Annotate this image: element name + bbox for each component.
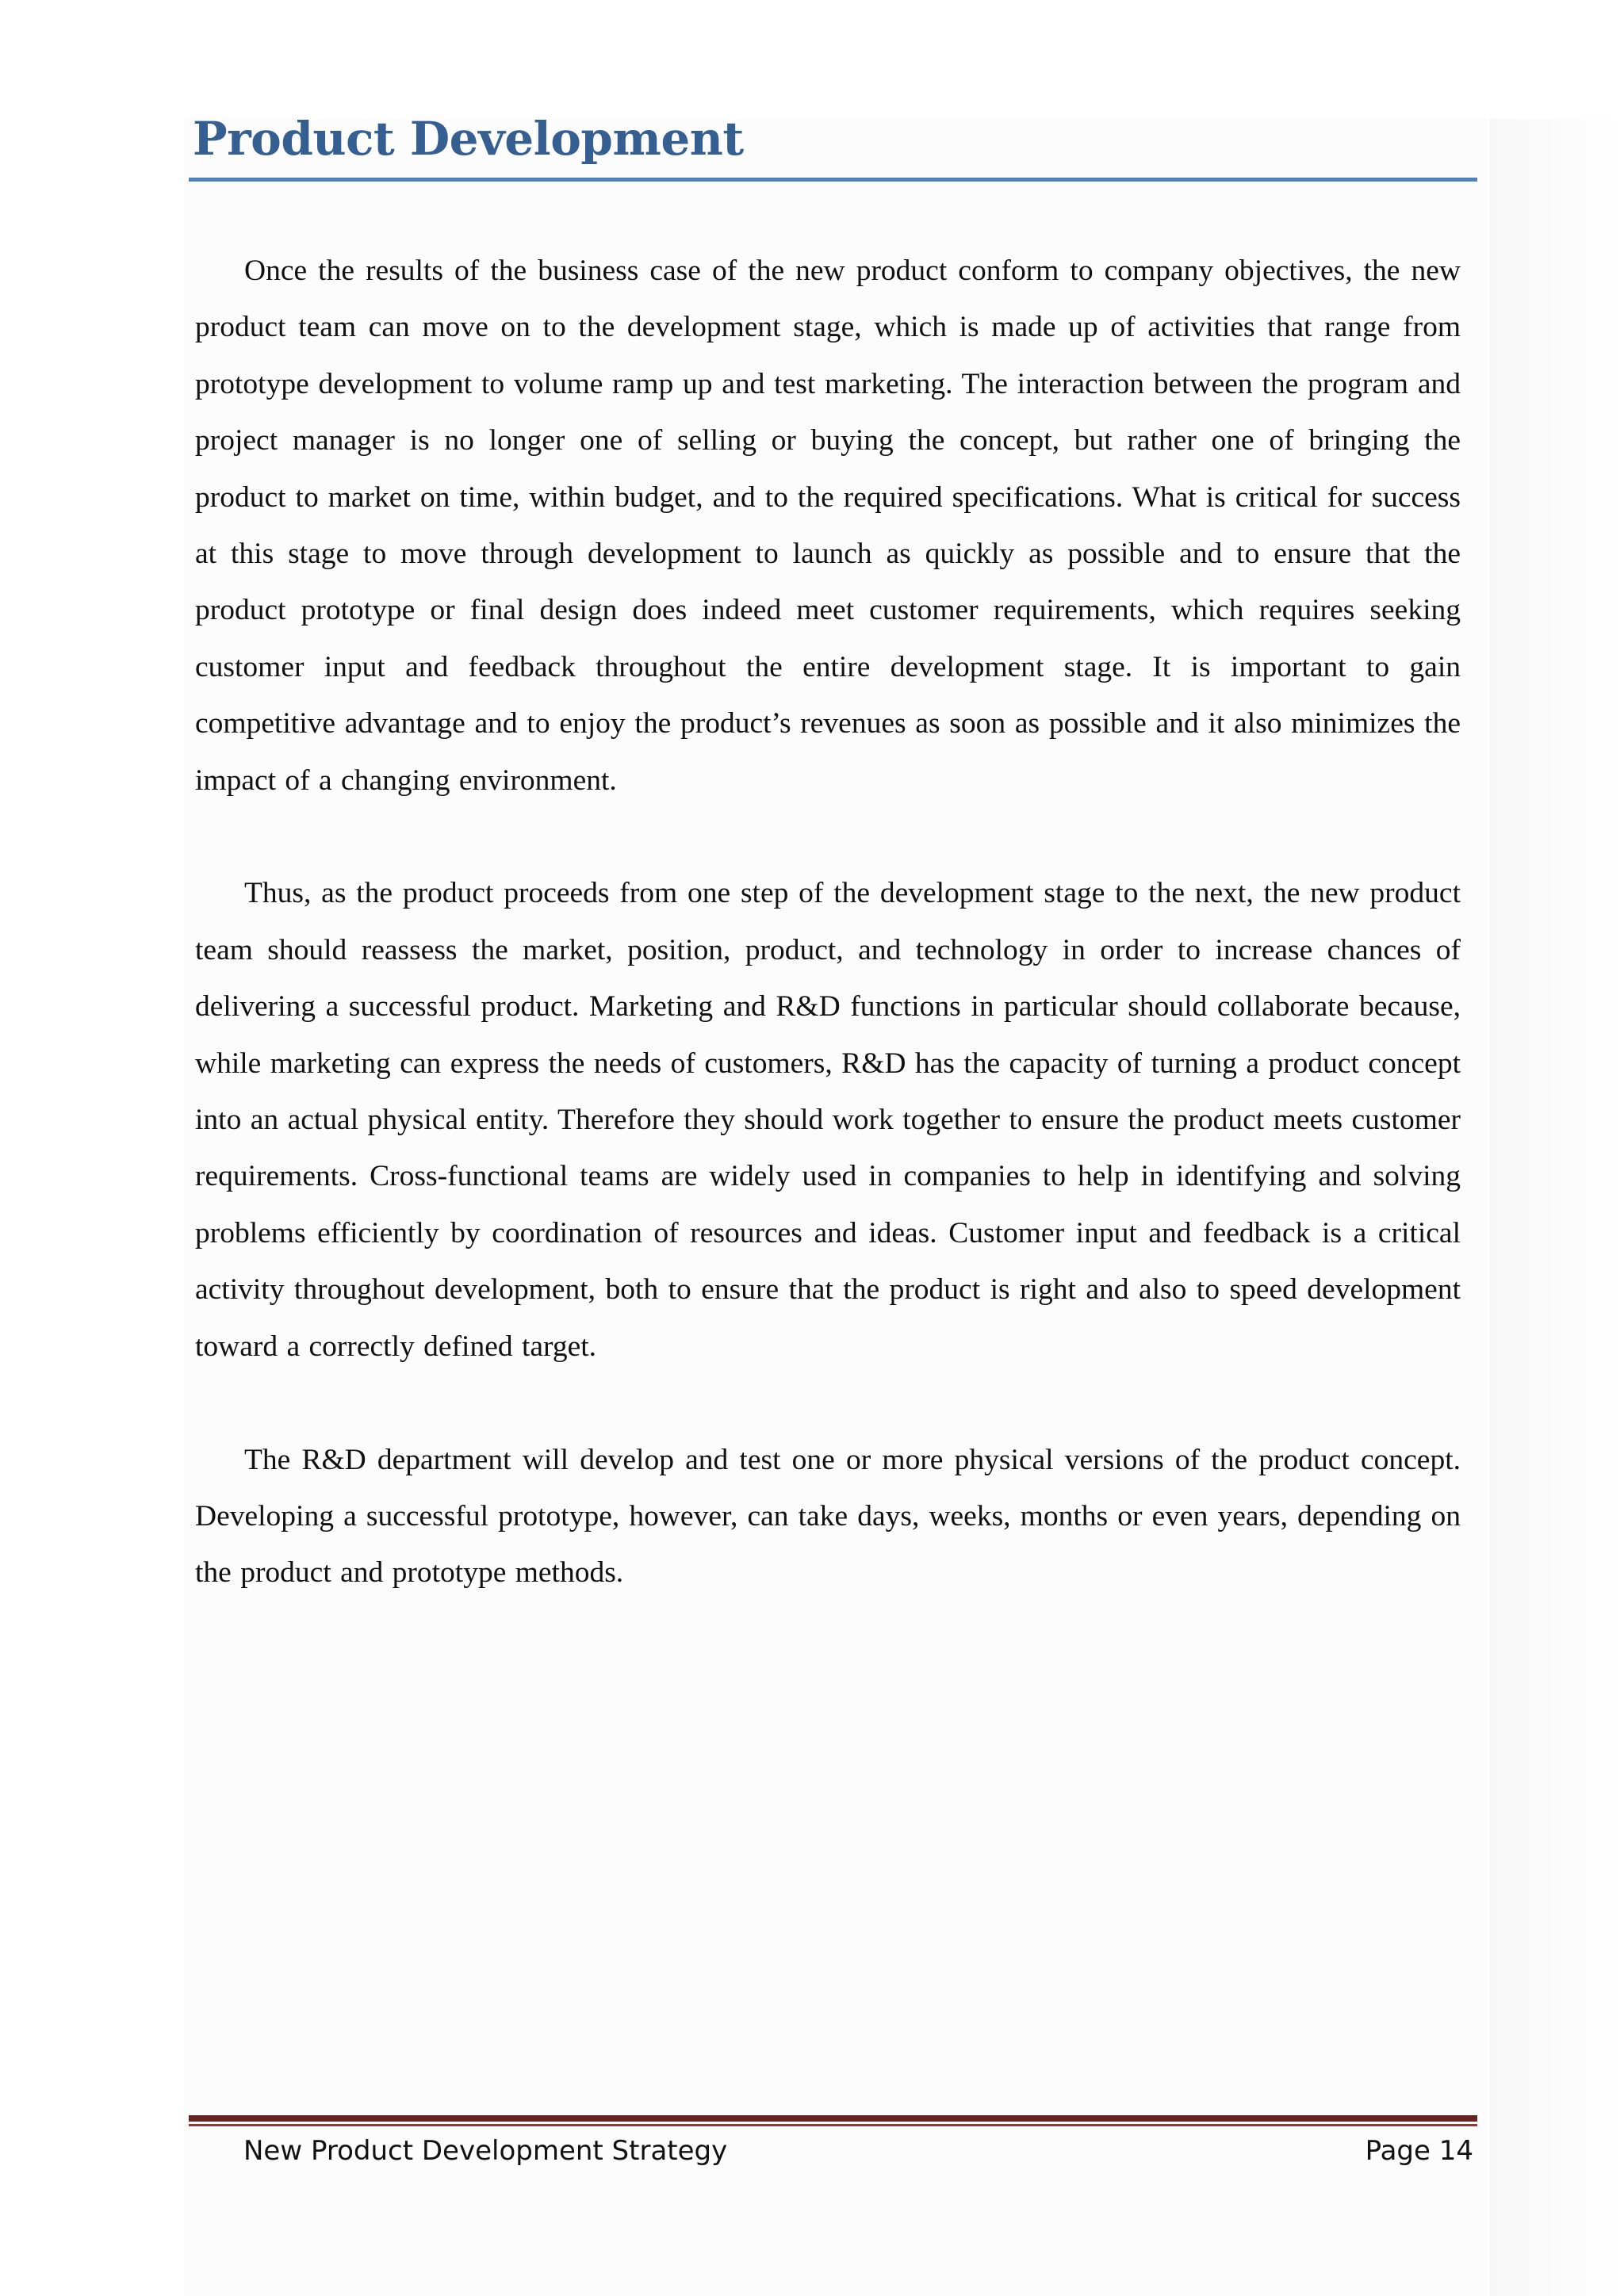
footer-rule bbox=[189, 2115, 1477, 2122]
footer-document-title: New Product Development Strategy bbox=[243, 2135, 728, 2167]
body-text bbox=[195, 243, 1461, 1658]
page-edge-shadow bbox=[1489, 119, 1624, 2296]
paragraph-3: The R&D department will develop and test one or more physical versions of the product concept. Developing a successful prototype, however, can take days, weeks, months or even years, depending on the product and prototype methods. bbox=[195, 1443, 1461, 1590]
footer-rule-thin bbox=[189, 2124, 1477, 2126]
paragraph-2: Thus, as the product proceeds from one step of the development stage to the next, the new product team should reassess the market, position, product, and technology in order to increase chances of delivering a successful product. Marketing and R&D functions in particular should collaborate because, while marketing can express the needs of customers, R&D has the capacity of turning a product concept into an actual physical entity. Therefore they should work together to ensure the product meets customer requirements. Cross-functional teams are widely used in companies to help in identifying and solving problems efficiently by coordination of resources and ideas. Customer input and feedback is a critical activity throughout development, both to ensure that the product is right and also to speed development toward a correctly defined target. bbox=[195, 877, 1461, 1363]
paragraph-1: Once the results of the business case of the new product conform to company objectives, the new product team can move on to the development stage, which is made up of activities that range from prototype development to volume ramp up and test marketing. The interaction between the program and project manager is no longer one of selling or buying the concept, but rather one of bringing the product to market on time, within budget, and to the required specifications. What is critical for success at this stage to move through development to launch as quickly as possible and to ensure that the product prototype or final design does indeed meet customer requirements, which requires seeking customer input and feedback throughout the entire development stage. It is important to gain competitive advantage and to enjoy the product’s revenues as soon as possible and it also minimizes the impact of a changing environment. bbox=[195, 254, 1461, 797]
footer-page-number: Page 14 bbox=[1365, 2135, 1473, 2167]
section-heading: Product Development bbox=[193, 112, 744, 166]
heading-underline bbox=[189, 178, 1477, 182]
